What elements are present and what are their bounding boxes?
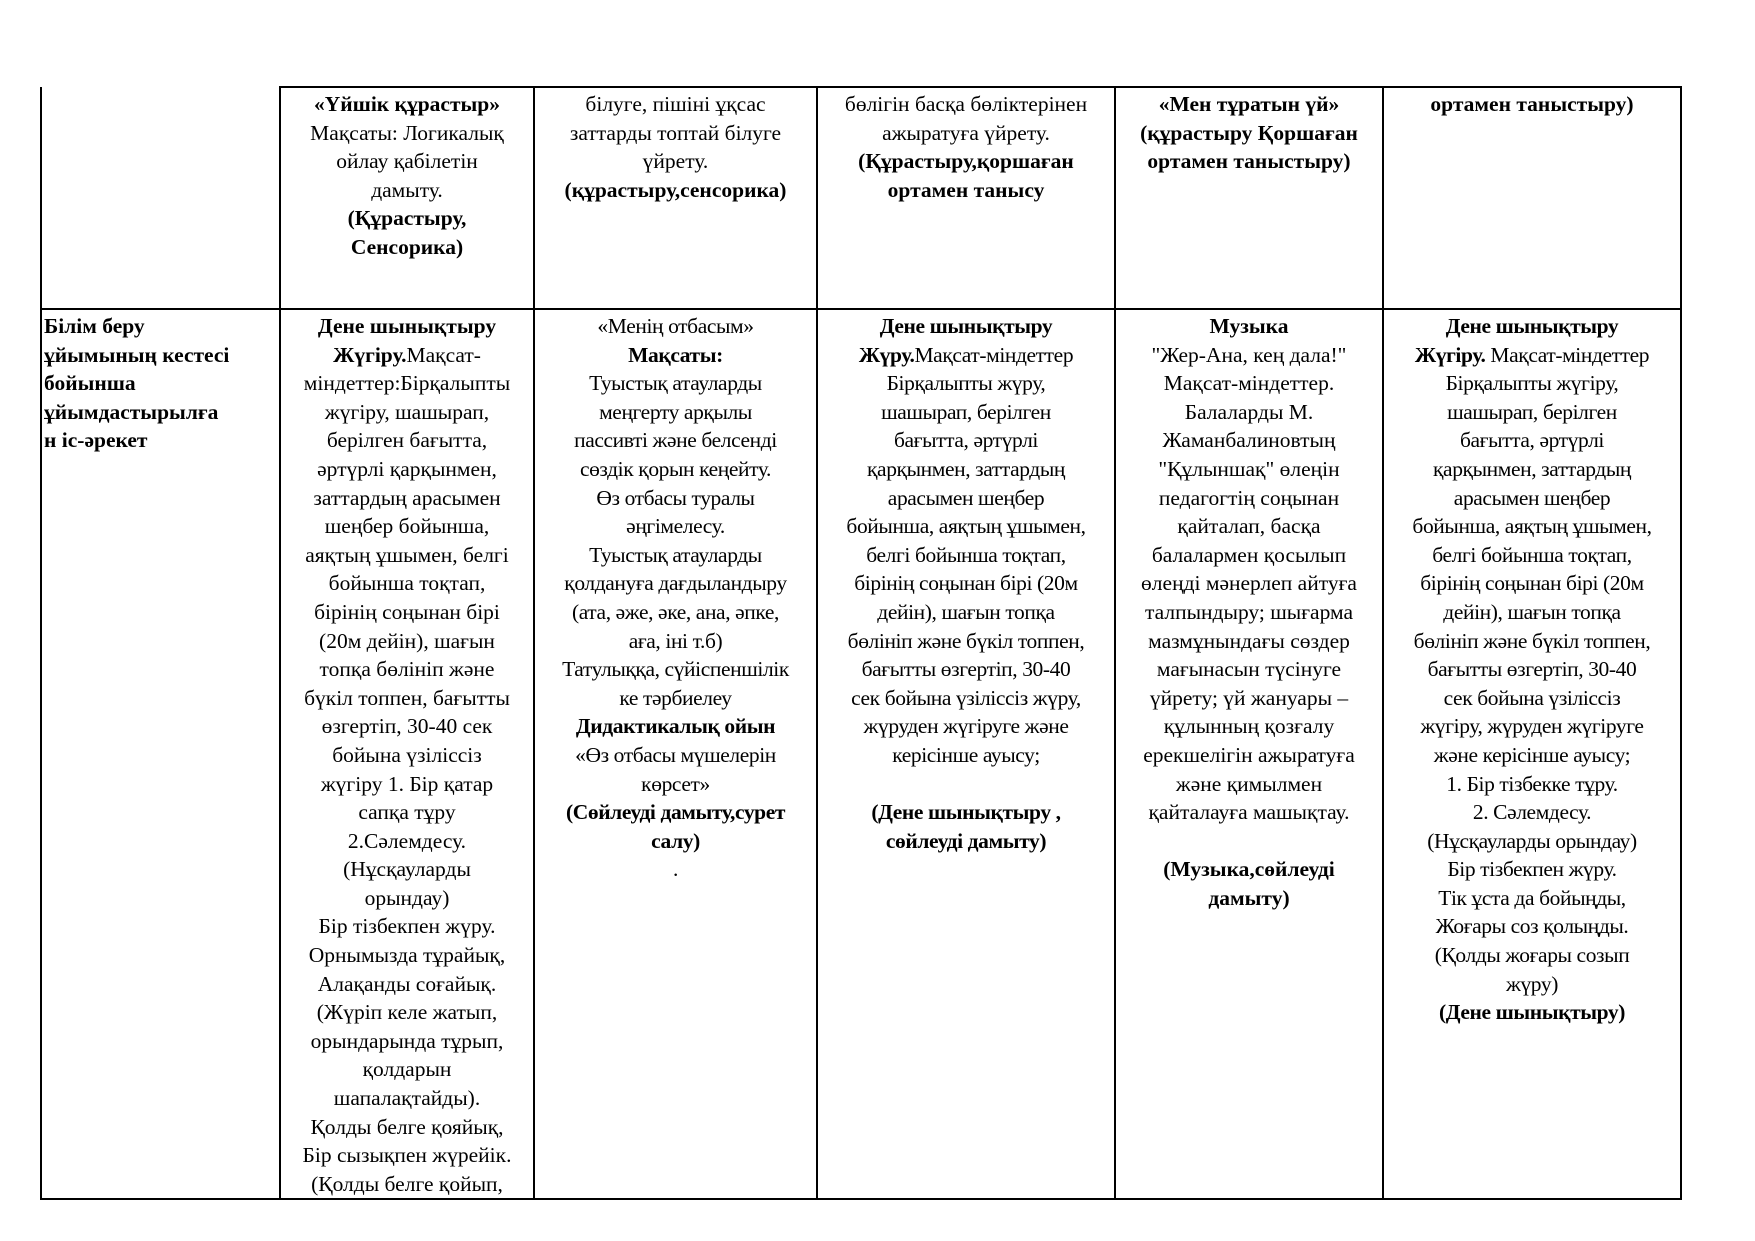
text-line: балалармен қосылып xyxy=(1151,542,1347,567)
text-line: дейін), шағын топқа xyxy=(1443,599,1621,624)
text-line: салу) xyxy=(651,828,700,853)
text-line: бағытта, әртүрлі xyxy=(893,428,1039,453)
text-line: бойынша, аяқтың ұшымен, xyxy=(1412,514,1652,539)
text-line: (Жүріп келе жатып, xyxy=(316,1000,498,1025)
text-line xyxy=(1386,341,1678,370)
text-line: бөлігін басқа бөліктерінен xyxy=(844,92,1088,116)
table-row xyxy=(41,309,1681,1199)
text-line: мағынасын түсінуге xyxy=(1156,657,1342,682)
text-line: (Дене шынықтыру , xyxy=(871,800,1061,825)
text-line: Дене шынықтыру xyxy=(879,314,1053,338)
text-line: «Өз отбасы мүшелерін xyxy=(575,742,776,767)
text-line: (Сөйлеуді дамыту,сурет xyxy=(565,800,786,825)
text-line: орындарында тұрып, xyxy=(310,1028,504,1053)
text-line: қарқынмен, заттардың xyxy=(867,456,1065,481)
text-line: аяқтың ұшымен, белгі xyxy=(305,542,509,567)
text-line: заттарды топтай білуге xyxy=(569,120,782,145)
text-line: міндеттер:Бірқалыпты xyxy=(303,371,511,396)
row-label-cell xyxy=(41,309,280,1199)
row-label-cell xyxy=(41,87,280,309)
text-line: бірінің соңынан бірі xyxy=(314,599,500,624)
text-line: (Дене шынықтыру) xyxy=(1438,1000,1626,1025)
text-line: "Жер-Ана, кең дала!" xyxy=(1151,342,1347,367)
text-line: Бір сызықпен жүрейік. xyxy=(302,1143,512,1168)
text-line: «Үйшік құрастыр» xyxy=(314,92,500,116)
text-line: шапалақтайды). xyxy=(333,1086,481,1111)
text-line: бойынша xyxy=(44,371,136,396)
text-line: бойынша, аяқтың ұшымен, xyxy=(846,514,1086,539)
text-line: (Нұсқауларды орындау) xyxy=(1427,828,1637,853)
text-line: Дидактикалық ойын xyxy=(575,714,776,739)
text-line: Бір тізбекпен жүру. xyxy=(318,914,496,939)
text-line: шашырап, берілген xyxy=(1447,399,1617,424)
text-line: Мақсаты: Логикалық xyxy=(310,120,504,145)
text-line: Тік ұста да бойыңды, xyxy=(1438,885,1626,910)
text-line: жүруден жүгіруге және xyxy=(863,714,1069,739)
text-line: және керісінше ауысу; xyxy=(1433,742,1631,767)
blank-line xyxy=(820,770,1112,799)
text-line: құлынның қозғалу xyxy=(1163,714,1335,739)
text-line: керісінше ауысу; xyxy=(892,742,1040,767)
text-line: (Қолды белге қойып, xyxy=(311,1171,503,1196)
text-line: Орнымызда тұрайық, xyxy=(308,943,506,968)
text-line: Жоғары соз қолыңды. xyxy=(1435,914,1629,939)
text-line: белгі бойынша тоқтап, xyxy=(866,542,1066,567)
text-line: көрсет» xyxy=(641,771,710,796)
activity-cell-friday xyxy=(1383,309,1681,1199)
text-line: (20м дейін), шағын xyxy=(319,628,495,653)
text-line: «Мен тұратын үй» xyxy=(1158,92,1340,116)
text-line: дамыту) xyxy=(1208,885,1290,910)
text-line: жүгіру, шашырап, xyxy=(324,399,490,424)
text-line: ортамен таныстыру) xyxy=(1147,149,1351,174)
text-line: ортамен таныстыру) xyxy=(1430,92,1634,116)
text-line: қолдарын xyxy=(362,1057,452,1082)
text-line: заттардың арасымен xyxy=(313,485,501,510)
text-line: шашырап, берілген xyxy=(881,399,1051,424)
text-line: Туыстық атауларды xyxy=(589,542,762,567)
text-line: дейін), шағын топқа xyxy=(877,599,1055,624)
activity-cell-thursday xyxy=(1115,87,1383,309)
text-line: 2.Сәлемдесу. xyxy=(347,828,467,853)
text-line: Музыка xyxy=(1209,314,1289,338)
text-line: Туыстық атауларды xyxy=(589,371,762,396)
text-run: Жүру. xyxy=(858,342,915,367)
text-line: Бірқалыпты жүгіру, xyxy=(1445,371,1619,396)
text-line: "Құлыншақ" өлеңін xyxy=(1158,456,1340,481)
text-line: үйрету. xyxy=(642,149,709,174)
activity-cell-monday xyxy=(280,87,534,309)
text-line: жүгіру, жүруден жүгіруге xyxy=(1420,714,1644,739)
text-line: Қолды белге қояйық, xyxy=(310,1114,504,1139)
text-line: аға, іні т.б) xyxy=(628,628,723,653)
activity-cell-thursday xyxy=(1115,309,1383,1199)
text-line: қарқынмен, заттардың xyxy=(1433,456,1631,481)
text-line: бөлініп және бүкіл топпен, xyxy=(1413,628,1651,653)
text-line: (Музыка,сөйлеуді xyxy=(1163,857,1335,882)
text-run: Мақсат- xyxy=(406,342,481,367)
text-line: және қимылмен xyxy=(1175,771,1323,796)
text-line: бірінің соңынан бірі (20м xyxy=(854,571,1078,596)
text-line: педагогтің соңынан xyxy=(1158,485,1340,510)
text-run: Мақсат-міндеттер xyxy=(914,342,1074,367)
text-line: берілген бағытта, xyxy=(326,428,488,453)
text-line: бойына үзіліссіз xyxy=(332,742,482,767)
text-line: үйрету; үй жануары – xyxy=(1149,685,1349,710)
text-line: әңгімелесу. xyxy=(626,514,725,539)
blank-line xyxy=(1118,827,1380,856)
text-line: ортамен танысу xyxy=(887,177,1045,202)
text-line: Сенсорика) xyxy=(350,234,464,259)
text-line: «Менің отбасым» xyxy=(597,314,754,338)
text-line: ойлау қабілетін xyxy=(336,149,478,174)
text-line: ерекшелігін ажыратуға xyxy=(1143,742,1355,767)
text-line: өлеңді мәнерлеп айтуға xyxy=(1141,571,1357,596)
text-line: 1. Бір тізбекке тұру. xyxy=(1446,771,1618,796)
text-line: жүру) xyxy=(1506,971,1558,996)
text-line: орындау) xyxy=(364,885,450,910)
activity-cell-wednesday xyxy=(817,87,1115,309)
text-line: Мақсат-міндеттер. xyxy=(1163,371,1335,396)
text-line: бағытты өзгертіп, 30-40 xyxy=(861,657,1071,682)
text-line xyxy=(820,341,1112,370)
activity-cell-tuesday xyxy=(534,87,817,309)
text-line: мазмұнындағы сөздер xyxy=(1148,628,1350,653)
text-line: (ата, әже, әке, ана, әпке, xyxy=(571,599,780,624)
text-line: Өз отбасы туралы xyxy=(596,485,755,510)
text-line: бағытты өзгертіп, 30-40 xyxy=(1427,657,1637,682)
text-line: Бір тізбекпен жүру. xyxy=(1447,857,1617,882)
text-line: шеңбер бойынша, xyxy=(324,514,490,539)
text-line: Мақсаты: xyxy=(628,342,723,367)
text-line: н іс-әрекет xyxy=(44,428,148,453)
text-line: бүкіл топпен, бағытты xyxy=(304,685,510,710)
text-line: Жаманбалиновтың xyxy=(1162,428,1336,453)
text-line: сөйлеуді дамыту) xyxy=(885,828,1047,853)
text-line: талпындыру; шығарма xyxy=(1144,599,1354,624)
text-line: Алақанды соғайық. xyxy=(317,971,497,996)
text-line: арасымен шеңбер xyxy=(887,485,1045,510)
text-line: сөздік қорын кеңейту. xyxy=(579,456,772,481)
text-line: белгі бойынша тоқтап, xyxy=(1432,542,1632,567)
text-line: Дене шынықтыру xyxy=(317,314,497,338)
activity-cell-tuesday xyxy=(534,309,817,1199)
text-line: меңгерту арқылы xyxy=(599,399,752,424)
text-line: сек бойына үзіліссіз жүру, xyxy=(851,685,1081,710)
text-line: сапқа тұру xyxy=(358,800,456,825)
text-line: ұйымының кестесі xyxy=(44,342,230,367)
text-line: (Құрастыру,қоршаған xyxy=(858,149,1074,174)
activity-cell-friday xyxy=(1383,87,1681,309)
table-row xyxy=(41,87,1681,309)
text-line: (Қолды жоғары созып xyxy=(1434,943,1630,968)
text-line: ұйымдастырылға xyxy=(44,399,219,424)
text-line: дамыту. xyxy=(371,177,443,202)
schedule-table xyxy=(40,86,1682,1200)
text-line: Татулыққа, сүйіспеншілік xyxy=(562,657,789,682)
text-line: Бірқалыпты жүру, xyxy=(886,371,1046,396)
text-line: пассивті және белсенді xyxy=(574,428,777,453)
text-line: (Нұсқауларды xyxy=(343,857,471,882)
text-line: Балаларды М. xyxy=(1184,399,1314,424)
text-run: Жүгіру. xyxy=(1414,342,1486,367)
text-line: әртүрлі қарқынмен, xyxy=(317,456,497,481)
activity-cell-wednesday xyxy=(817,309,1115,1199)
text-line: (құрастыру Қоршаған xyxy=(1140,120,1358,145)
text-line: Дене шынықтыру xyxy=(1445,314,1619,338)
text-line: бағытта, әртүрлі xyxy=(1459,428,1605,453)
text-line: білуге, пішіні ұқсас xyxy=(585,92,766,116)
text-line: қайталауға машықтау. xyxy=(1148,800,1350,825)
text-line: өзгертіп, 30-40 сек xyxy=(321,714,493,739)
text-line: 2. Сәлемдесу. xyxy=(1472,800,1592,825)
text-line: қайталап, басқа xyxy=(1177,514,1321,539)
text-line: ке тәрбиелеу xyxy=(619,685,732,710)
text-line: қолдануға дағдыландыру xyxy=(564,571,787,596)
text-line: (құрастыру,сенсорика) xyxy=(564,177,787,202)
text-line: Білім беру xyxy=(44,314,145,338)
activity-cell-monday xyxy=(280,309,534,1199)
text-line: жүгіру 1. Бір қатар xyxy=(320,771,494,796)
text-line: бойынша тоқтап, xyxy=(328,571,486,596)
text-run: Жүгіру. xyxy=(333,342,407,367)
text-line: сек бойына үзіліссіз xyxy=(1443,685,1621,710)
text-line: бірінің соңынан бірі (20м xyxy=(1420,571,1644,596)
text-line xyxy=(283,341,531,370)
text-line: арасымен шеңбер xyxy=(1453,485,1611,510)
text-line: (Құрастыру, xyxy=(347,206,467,231)
text-run: Мақсат-міндеттер xyxy=(1485,342,1650,367)
text-line: топқа бөлініп және xyxy=(319,657,495,682)
text-line: . xyxy=(673,857,678,882)
text-line: ажыратуға үйрету. xyxy=(882,120,1050,145)
text-line: бөлініп және бүкіл топпен, xyxy=(847,628,1085,653)
